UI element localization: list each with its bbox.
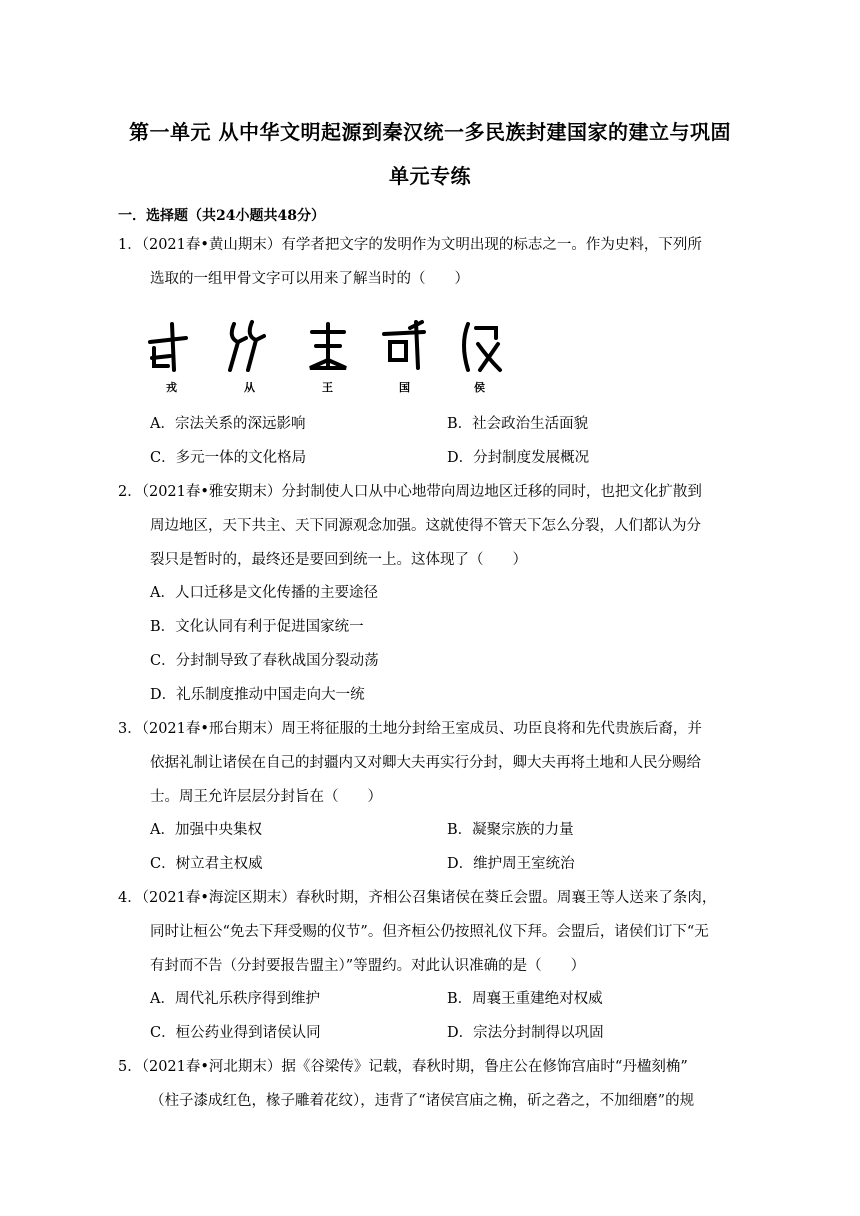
question-3-text-cont: 依据礼制让诸侯在自己的封疆内又对卿大夫再实行分封，卿大夫再将土地和人民分赐给 (150, 755, 701, 771)
glyph-caption-2: 从 (244, 381, 255, 394)
question-5-text: 5．（2021春•河北期末）据《谷梁传》记载，春秋时期，鲁庄公在修饰宫庙时“丹楹刻桷” (118, 1059, 688, 1075)
question-4-option-a[interactable]: A．周代礼乐秩序得到维护 (150, 991, 320, 1007)
question-4-text-cont: 同时让桓公“免去下拜受赐的仪节”。但齐桓公仍按照礼仪下拜。会盟后，诸侯们订下“无 (150, 924, 709, 940)
question-2-text-cont: 周边地区，天下共主、天下同源观念加强。这就使得不管天下怎么分裂，人们都认为分 (150, 518, 701, 534)
question-4-option-b[interactable]: B．周襄王重建绝对权威 (447, 991, 603, 1007)
question-4-option-c[interactable]: C．桓公药业得到诸侯认同 (150, 1025, 321, 1041)
question-1-option-a[interactable]: A．宗法关系的深远影响 (150, 416, 306, 432)
glyph-caption-3: 王 (322, 381, 333, 394)
glyph-caption-4: 国 (399, 381, 410, 394)
glyph-caption-1: 戎 (166, 381, 177, 394)
oracle-bone-glyphs-figure (144, 318, 504, 398)
question-5-text-cont: （柱子漆成红色，椽子雕着花纹），违背了“诸侯宫庙之桷，斫之砻之，不加细磨”的规 (150, 1093, 695, 1109)
question-1-text: 1．（2021春•黄山期末）有学者把文字的发明作为文明出现的标志之一。作为史料，下列所 (118, 237, 702, 253)
question-4-text: 4．（2021春•海淀区期末）春秋时期，齐相公召集诸侯在葵丘会盟。周襄王等人送来了条肉， (118, 890, 717, 906)
question-1-text-cont: 选取的一组甲骨文字可以用来了解当时的（ ） (150, 271, 469, 287)
question-1-option-b[interactable]: B．社会政治生活面貌 (447, 416, 589, 432)
question-1-option-d[interactable]: D．分封制度发展概况 (447, 450, 590, 466)
question-1-option-c[interactable]: C．多元一体的文化格局 (150, 450, 307, 466)
question-3-text: 3．（2021春•邢台期末）周王将征服的土地分封给王室成员、功臣良将和先代贵族后裔，并 (118, 721, 702, 737)
question-2-text: 2．（2021春•雅安期末）分封制使人口从中心地带向周边地区迁移的同时，也把文化扩散到 (118, 484, 702, 500)
question-2-option-b[interactable]: B．文化认同有利于促进国家统一 (150, 619, 364, 635)
question-3-text-cont: 士。周王允许层层分封旨在（ ） (150, 789, 382, 805)
question-4-option-d[interactable]: D．宗法分封制得以巩固 (447, 1025, 604, 1041)
glyph-rong (150, 324, 186, 370)
question-2-option-a[interactable]: A．人口迁移是文化传播的主要途径 (150, 585, 378, 601)
glyph-guo (384, 322, 424, 368)
glyph-caption-5: 侯 (474, 381, 485, 394)
question-3-option-c[interactable]: C．树立君主权威 (150, 856, 263, 872)
question-2-option-d[interactable]: D．礼乐制度推动中国走向大一统 (150, 687, 365, 703)
question-2-text-cont: 裂只是暂时的，最终还是要回到统一上。这体现了（ ） (150, 552, 527, 568)
glyph-cong (230, 322, 264, 370)
question-4-text-cont: 有封而不告（分封要报告盟主）”等盟约。对此认识准确的是（ ） (150, 958, 586, 974)
question-3-option-a[interactable]: A．加强中央集权 (150, 822, 262, 838)
glyph-hou (464, 324, 500, 370)
glyph-wang (310, 324, 346, 368)
section-heading: 一．选择题（共24小题共48分） (118, 208, 325, 224)
document-subtitle: 单元专练 (389, 164, 471, 188)
question-3-option-b[interactable]: B．凝聚宗族的力量 (447, 822, 574, 838)
question-3-option-d[interactable]: D．维护周王室统治 (447, 856, 575, 872)
document-title: 第一单元 从中华文明起源到秦汉统一多民族封建国家的建立与巩固 (129, 120, 731, 144)
question-2-option-c[interactable]: C．分封制导致了春秋战国分裂动荡 (150, 653, 379, 669)
